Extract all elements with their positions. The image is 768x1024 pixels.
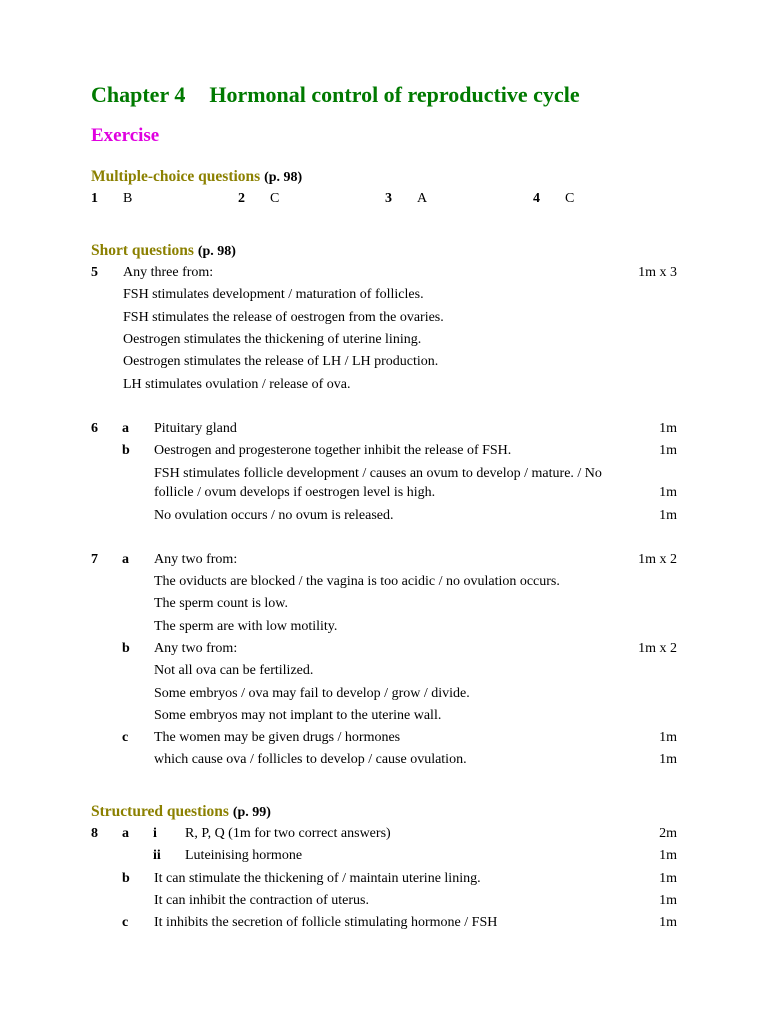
answer-text: The sperm are with low motility. [154, 619, 338, 634]
mark-value: 1m x 3 [638, 265, 677, 280]
answer-text: Oestrogen and progesterone together inhibit the release of FSH. [154, 443, 512, 458]
subpart-label: ii [153, 848, 161, 863]
q7-line [0, 594, 768, 614]
q8-line [0, 846, 768, 866]
part-label: a [122, 826, 129, 841]
mcq-section-title: Multiple-choice questions [91, 168, 261, 185]
chapter-title: Hormonal control of reproductive cycle [209, 82, 580, 107]
q8-line [0, 824, 768, 844]
mark-value: 2m [659, 826, 677, 841]
mcq-ans-4: C [565, 191, 575, 206]
answer-text: FSH stimulates follicle development / causes an ovum to develop / mature. / No [154, 466, 602, 481]
q6-line [0, 464, 768, 484]
q8-line [0, 869, 768, 889]
structured-section-heading [91, 803, 271, 821]
chapter-label: Chapter 4 [91, 82, 186, 107]
mark-value: 1m [659, 443, 677, 458]
question-number: 8 [91, 826, 98, 841]
answer-text: Oestrogen stimulates the release of LH / LH production. [123, 354, 439, 369]
mark-value: 1m [659, 871, 677, 886]
mcq-num-2: 2 [238, 191, 245, 206]
q7-line [0, 684, 768, 704]
answer-text: Any two from: [154, 552, 238, 567]
part-label: b [122, 641, 130, 656]
mark-value: 1m [659, 421, 677, 436]
answer-text: Any two from: [154, 641, 238, 656]
mcq-ans-3: A [417, 191, 428, 206]
answer-text: The sperm count is low. [154, 596, 289, 611]
mcq-section-heading [91, 168, 302, 186]
mark-value: 1m x 2 [638, 552, 677, 567]
answer-text: Oestrogen stimulates the thickening of uterine lining. [123, 332, 422, 347]
q6-line [0, 441, 768, 461]
short-section-title: Short questions [91, 242, 194, 259]
answer-text: LH stimulates ovulation / release of ova. [123, 377, 351, 392]
part-label: c [122, 730, 129, 745]
answer-text: Luteinising hormone [185, 848, 303, 863]
answer-text: Some embryos may not implant to the uterine wall. [154, 708, 442, 723]
answer-text: which cause ova / follicles to develop / cause ovulation. [154, 752, 467, 767]
q7-line [0, 728, 768, 748]
subpart-label: i [153, 826, 157, 841]
q7-line [0, 639, 768, 659]
mark-value: 1m [659, 893, 677, 908]
q5-line [0, 330, 768, 350]
answer-text: Some embryos / ova may fail to develop / grow / divide. [154, 686, 470, 701]
q7-line [0, 750, 768, 770]
answer-text: It can inhibit the contraction of uterus. [154, 893, 369, 908]
mark-value: 1m [659, 915, 677, 930]
part-label: a [122, 552, 129, 567]
q6-line [0, 483, 768, 503]
question-number: 6 [91, 421, 98, 436]
q6-line [0, 506, 768, 526]
mcq-ans-2: C [270, 191, 280, 206]
exercise-heading: Exercise [91, 125, 160, 146]
mark-value: 1m [659, 848, 677, 863]
short-section-heading [91, 242, 236, 260]
q7-line [0, 550, 768, 570]
q5-line [0, 308, 768, 328]
mcq-answer-row [0, 189, 768, 209]
part-label: c [122, 915, 129, 930]
short-page-ref: (p. 98) [197, 244, 236, 259]
structured-page-ref: (p. 99) [232, 805, 271, 820]
answer-text: It inhibits the secretion of follicle stimulating hormone / FSH [154, 915, 498, 930]
answer-text: The women may be given drugs / hormones [154, 730, 401, 745]
mcq-page-ref: (p. 98) [264, 170, 303, 185]
q5-line [0, 375, 768, 395]
q8-line [0, 913, 768, 933]
question-number: 5 [91, 265, 98, 280]
structured-section-title: Structured questions [91, 803, 229, 820]
answer-text: follicle / ovum develops if oestrogen level is high. [154, 485, 436, 500]
mark-value: 1m [659, 485, 677, 500]
answer-text: Not all ova can be fertilized. [154, 663, 314, 678]
mcq-num-1: 1 [91, 191, 98, 206]
mcq-num-3: 3 [385, 191, 392, 206]
answer-text: R, P, Q (1m for two correct answers) [185, 826, 391, 841]
answer-text: FSH stimulates development / maturation of follicles. [123, 287, 424, 302]
question-number: 7 [91, 552, 98, 567]
part-label: b [122, 871, 130, 886]
q8-line [0, 891, 768, 911]
answer-text: Pituitary gland [154, 421, 237, 436]
q7-line [0, 617, 768, 637]
part-label: b [122, 443, 130, 458]
mark-value: 1m [659, 508, 677, 523]
q7-line [0, 706, 768, 726]
mark-value: 1m x 2 [638, 641, 677, 656]
answer-text: It can stimulate the thickening of / maintain uterine lining. [154, 871, 481, 886]
mark-value: 1m [659, 752, 677, 767]
q5-line [0, 352, 768, 372]
q7-line [0, 661, 768, 681]
mcq-ans-1: B [123, 191, 133, 206]
q7-line [0, 572, 768, 592]
q5-line [0, 263, 768, 283]
mark-value: 1m [659, 730, 677, 745]
answer-text: No ovulation occurs / no ovum is released. [154, 508, 394, 523]
answer-text: The oviducts are blocked / the vagina is too acidic / no ovulation occurs. [154, 574, 560, 589]
q6-line [0, 419, 768, 439]
chapter-heading [91, 82, 580, 108]
q5-line [0, 285, 768, 305]
answer-text: Any three from: [123, 265, 214, 280]
mcq-num-4: 4 [533, 191, 540, 206]
part-label: a [122, 421, 129, 436]
answer-text: FSH stimulates the release of oestrogen from the ovaries. [123, 310, 444, 325]
